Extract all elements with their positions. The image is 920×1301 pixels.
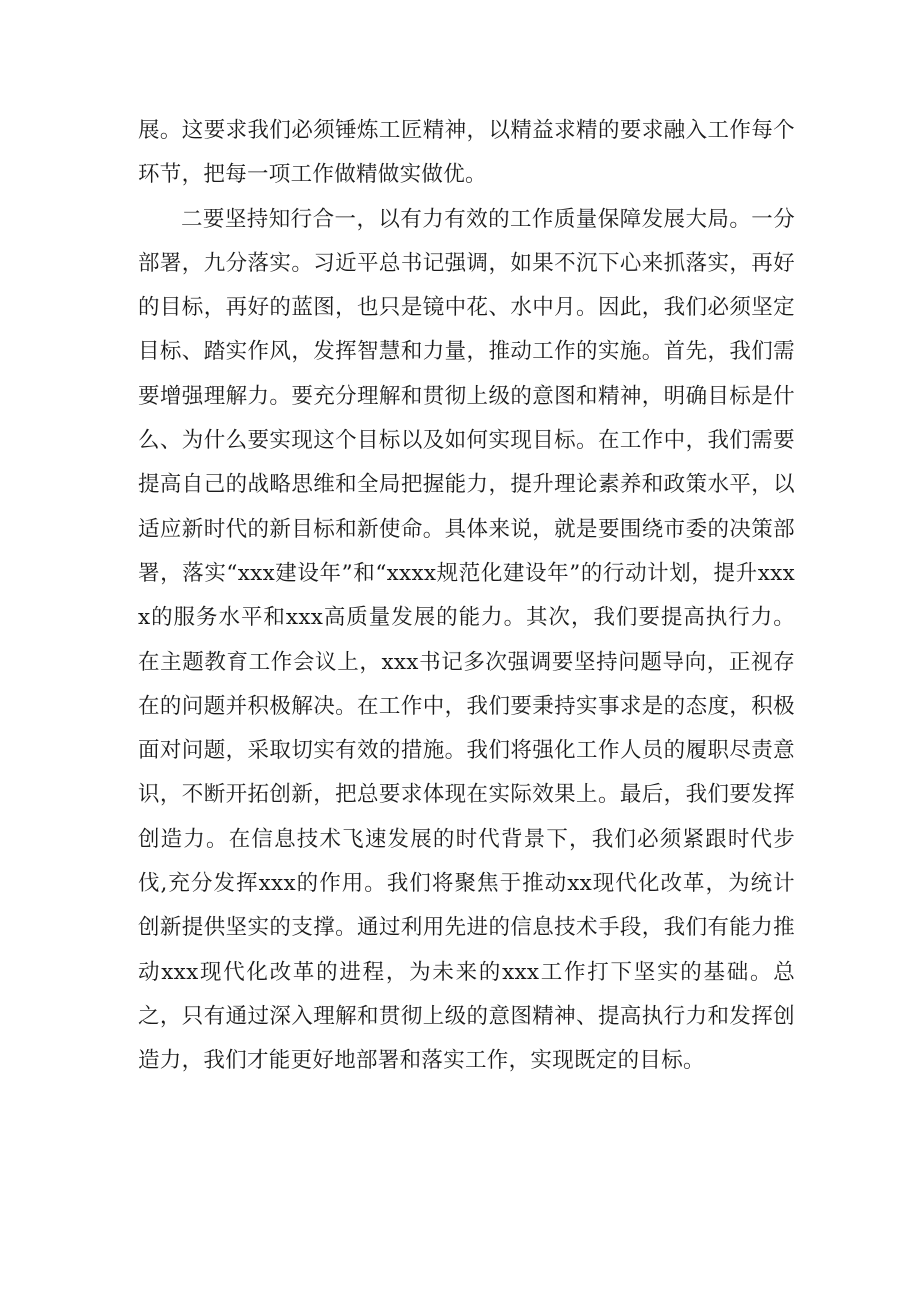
paragraph-continuation: 展。这要求我们必须锤炼工匠精神，以精益求精的要求融入工作每个环节，把每一项工作做精做实做优。 — [138, 118, 795, 188]
paragraph-second-point: 二要坚持知行合一，以有力有效的工作质量保障发展大局。一分部署，九分落实。习近平总书记强调，如果不沉下心来抓落实，再好的目标，再好的蓝图，也只是镜中花、水中月。因此，我们必须坚定目标、踏实作风，发挥智慧和力量，推动工作的实施。首先，我们需要增强理解力。要充分理解和贯彻上级的意图和精神，明确目标是什么、为什么要实现这个目标以及如何实现目标。在工作中，我们需要提高自己的战略思维和全局把握能力，提升理论素养和政策水平，以适应新时代的新目标和新使命。具体来说，就是要围绕市委的决策部署，落实“xxx建设年”和“xxxx规范化建设年”的行动计划，提升xxxx的服务水平和xxx高质量发展的能力。其次，我们要提高执行力。在主题教育工作会议上，xxx书记多次强调要坚持问题导向，正视存在的问题并积极解决。在工作中，我们要秉持实事求是的态度，积极面对问题，采取切实有效的措施。我们将强化工作人员的履职尽责意识，不断开拓创新，把总要求体现在实际效果上。最后，我们要发挥创造力。在信息技术飞速发展的时代背景下，我们必须紧跟时代步伐,充分发挥xxx的作用。我们将聚焦于推动xx现代化改革，为统计创新提供坚实的支撑。通过利用先进的信息技术手段，我们有能力推动xxx现代化改革的进程，为未来的xxx工作打下坚实的基础。总之，只有通过深入理解和贯彻上级的意图精神、提高执行力和发挥创造力，我们才能更好地部署和落实工作，实现既定的目标。 — [138, 206, 795, 1074]
document-body — [138, 109, 795, 1084]
